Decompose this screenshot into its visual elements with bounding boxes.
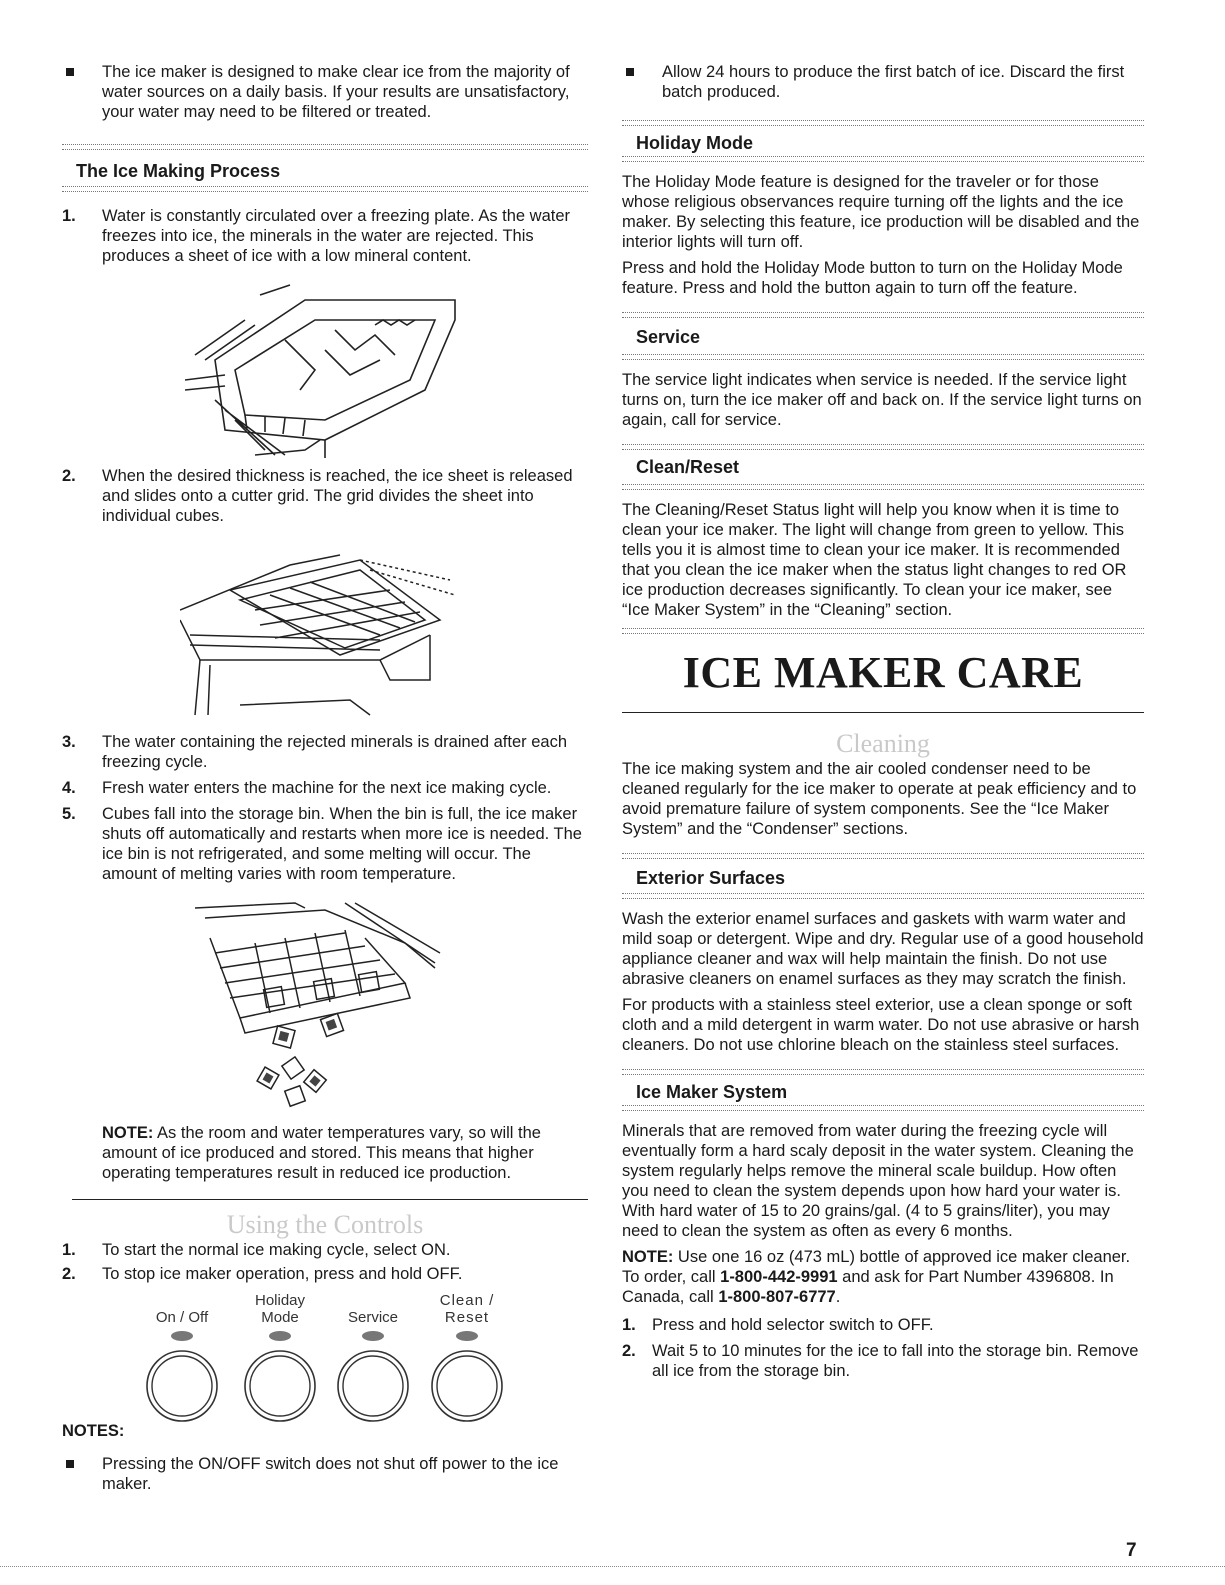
clean-reset-label bbox=[427, 1292, 507, 1326]
divider bbox=[622, 853, 1144, 859]
system-note bbox=[622, 1247, 1144, 1307]
clean-reset-paragraph: The Cleaning/Reset Status light will help you know when it is time to clean your ice maker. The light will change from green to yellow. This tells you it is almost time to clean your ice maker. It is recommended that you clean the ice maker when the status light changes to red OR ice production decreases significantly. To clean your ice maker, see “Ice Maker System” in the “Cleaning” section. bbox=[622, 501, 1127, 619]
service-paragraph: The service light indicates when service is needed. If the service light turns on, turn the ice maker off and back on. If the service light turns on again, call for service. bbox=[622, 371, 1142, 429]
bullet-square bbox=[66, 1460, 74, 1468]
step-number: 1. bbox=[622, 1316, 636, 1334]
controls-step-2 bbox=[62, 1264, 588, 1284]
notes-bullet bbox=[62, 1454, 588, 1494]
on-off-button[interactable] bbox=[147, 1331, 217, 1421]
label-text: Reset bbox=[444, 1309, 490, 1326]
divider bbox=[622, 156, 1144, 162]
step-2 bbox=[62, 466, 588, 526]
controls-heading: Using the Controls bbox=[226, 1210, 424, 1239]
label-text: Service bbox=[347, 1309, 399, 1326]
cutter-grid-illustration bbox=[180, 540, 470, 720]
note-paragraph bbox=[62, 1123, 588, 1183]
section-rule bbox=[72, 1199, 588, 1200]
step-number: 3. bbox=[62, 733, 76, 751]
step-text: When the desired thickness is reached, the ice sheet is released and slides onto a cutter grid. The grid divides the sheet into individual cubes. bbox=[102, 467, 573, 525]
ice-maker-care-title: ICE MAKER CARE bbox=[682, 648, 1084, 697]
system-step-2 bbox=[622, 1341, 1144, 1381]
step-text: To start the normal ice making cycle, select ON. bbox=[102, 1241, 451, 1259]
ice-process-heading: The Ice Making Process bbox=[76, 161, 281, 181]
label-text: Holiday bbox=[254, 1292, 306, 1309]
allow-bullet bbox=[622, 62, 1144, 102]
step-number: 5. bbox=[62, 805, 76, 823]
divider bbox=[622, 120, 1144, 126]
notes-label: NOTES: bbox=[62, 1422, 125, 1440]
label-text: Mode bbox=[261, 1309, 299, 1326]
note-text: and ask for Part Number 4396808. In Canada, call bbox=[622, 1268, 1114, 1306]
service-button[interactable] bbox=[338, 1331, 408, 1421]
control-panel bbox=[62, 1290, 588, 1420]
step-3 bbox=[62, 732, 588, 772]
step-number: 1. bbox=[62, 207, 76, 225]
control-buttons bbox=[62, 1328, 588, 1423]
controls-step-1 bbox=[62, 1240, 588, 1260]
holiday-mode-label bbox=[240, 1292, 320, 1326]
intro-text: The ice maker is designed to make clear ice from the majority of water sources on a daily basis. If your results are unsatisfactory, your water may need to be filtered or treated. bbox=[102, 63, 570, 121]
intro-bullet bbox=[62, 62, 588, 122]
divider bbox=[62, 144, 588, 150]
note-label: NOTE: bbox=[622, 1248, 674, 1266]
freezing-plate-illustration bbox=[185, 280, 465, 458]
section-rule bbox=[622, 712, 1144, 713]
exterior-paragraph-2: For products with a stainless steel exterior, use a clean sponge or soft cloth and a mild detergent in warm water. Do not use abrasive or harsh cleaners. Do not use chlorine bleach on the stainless steel surfaces. bbox=[622, 996, 1140, 1054]
step-4 bbox=[62, 778, 588, 798]
cleaning-heading: Cleaning bbox=[836, 729, 930, 758]
step-text: Cubes fall into the storage bin. When the bin is full, the ice maker shuts off automatically and restarts when more ice is needed. The ice bin is not refrigerated, and some melting will occur. The amount of melting varies with room temperature. bbox=[102, 805, 582, 883]
divider bbox=[622, 484, 1144, 490]
note-text: . bbox=[835, 1288, 841, 1306]
step-1 bbox=[62, 206, 588, 266]
step-number: 2. bbox=[622, 1342, 636, 1360]
step-text: The water containing the rejected minerals is drained after each freezing cycle. bbox=[102, 733, 568, 771]
bottom-divider bbox=[0, 1566, 1225, 1567]
divider bbox=[622, 312, 1144, 318]
holiday-mode-button[interactable] bbox=[245, 1331, 315, 1421]
holiday-paragraph-2: Press and hold the Holiday Mode button to turn on the Holiday Mode feature. Press and hold the button again to turn off the feature. bbox=[622, 259, 1123, 297]
note-text: As the room and water temperatures vary, so will the amount of ice produced and stored. This means that higher operating temperatures result in reduced ice production. bbox=[102, 1124, 541, 1182]
cleaning-paragraph: The ice making system and the air cooled condenser need to be cleaned regularly for the ice maker to operate at peak efficiency and to avoid premature failure of system components. See the “Ice Maker System” and the “Condenser” sections. bbox=[622, 760, 1137, 838]
holiday-paragraph-1: The Holiday Mode feature is designed for the traveler or for those whose religious observances require turning off the lights and the ice maker. By selecting this feature, ice production will be disabled and the interior lights will turn off. bbox=[622, 173, 1140, 251]
notes-text: Pressing the ON/OFF switch does not shut off power to the ice maker. bbox=[102, 1455, 559, 1493]
divider bbox=[622, 444, 1144, 450]
allow-text: Allow 24 hours to produce the first batch of ice. Discard the first batch produced. bbox=[662, 63, 1125, 101]
step-text: Fresh water enters the machine for the next ice making cycle. bbox=[102, 779, 552, 797]
phone-number: 1-800-807-6777 bbox=[718, 1288, 836, 1306]
on-off-label bbox=[142, 1309, 222, 1326]
step-number: 4. bbox=[62, 779, 76, 797]
page-number: 7 bbox=[1126, 1540, 1137, 1561]
system-step-1 bbox=[622, 1315, 1144, 1335]
divider bbox=[622, 354, 1144, 360]
clean-reset-button[interactable] bbox=[432, 1331, 502, 1421]
divider bbox=[622, 1105, 1144, 1111]
note-label: NOTE: bbox=[102, 1124, 154, 1142]
note-text: Use one 16 oz (473 mL) bottle of approved ice maker cleaner. To order, call bbox=[622, 1248, 1131, 1286]
system-heading: Ice Maker System bbox=[636, 1082, 788, 1102]
service-heading: Service bbox=[636, 327, 701, 347]
system-paragraph: Minerals that are removed from water during the freezing cycle will eventually form a hard scaly deposit in the water system. Cleaning the system regularly helps remove the mineral scale buildup. How often you need to clean the system depends upon how hard your water is. With hard water of 15 to 20 grains/gal. (4 to 5 grains/liter), you may need to clean the system as often as every 6 months. bbox=[622, 1122, 1134, 1240]
step-number: 2. bbox=[62, 1265, 76, 1283]
step-number: 1. bbox=[62, 1241, 76, 1259]
step-text: Press and hold selector switch to OFF. bbox=[652, 1316, 934, 1334]
step-number: 2. bbox=[62, 467, 76, 485]
step-5 bbox=[62, 804, 588, 884]
divider bbox=[622, 1069, 1144, 1075]
divider bbox=[622, 893, 1144, 899]
left-column bbox=[62, 62, 588, 1494]
label-text: Clean / bbox=[439, 1292, 495, 1309]
step-text: Water is constantly circulated over a freezing plate. As the water freezes into ice, the minerals in the water are rejected. This produces a sheet of ice with a low mineral content. bbox=[102, 207, 571, 265]
exterior-heading: Exterior Surfaces bbox=[636, 868, 786, 888]
storage-bin-illustration bbox=[195, 898, 455, 1113]
phone-number: 1-800-442-9991 bbox=[720, 1268, 838, 1286]
label-text: On / Off bbox=[155, 1309, 209, 1326]
divider bbox=[622, 628, 1144, 634]
exterior-paragraph-1: Wash the exterior enamel surfaces and gaskets with warm water and mild soap or detergent. Wipe and dry. Regular use of a good household appliance cleaner and wax will help maintain the finish. Do not use abrasive cleaners on enamel surfaces as they may scratch the finish. bbox=[622, 910, 1144, 988]
holiday-heading: Holiday Mode bbox=[636, 133, 754, 153]
step-text: To stop ice maker operation, press and hold OFF. bbox=[102, 1265, 463, 1283]
clean-reset-heading: Clean/Reset bbox=[636, 457, 740, 477]
right-column bbox=[622, 62, 1144, 1381]
service-label bbox=[333, 1309, 413, 1326]
step-text: Wait 5 to 10 minutes for the ice to fall into the storage bin. Remove all ice from the storage bin. bbox=[652, 1342, 1139, 1380]
bullet-square bbox=[66, 68, 74, 76]
bullet-square bbox=[626, 68, 634, 76]
divider bbox=[62, 186, 588, 192]
